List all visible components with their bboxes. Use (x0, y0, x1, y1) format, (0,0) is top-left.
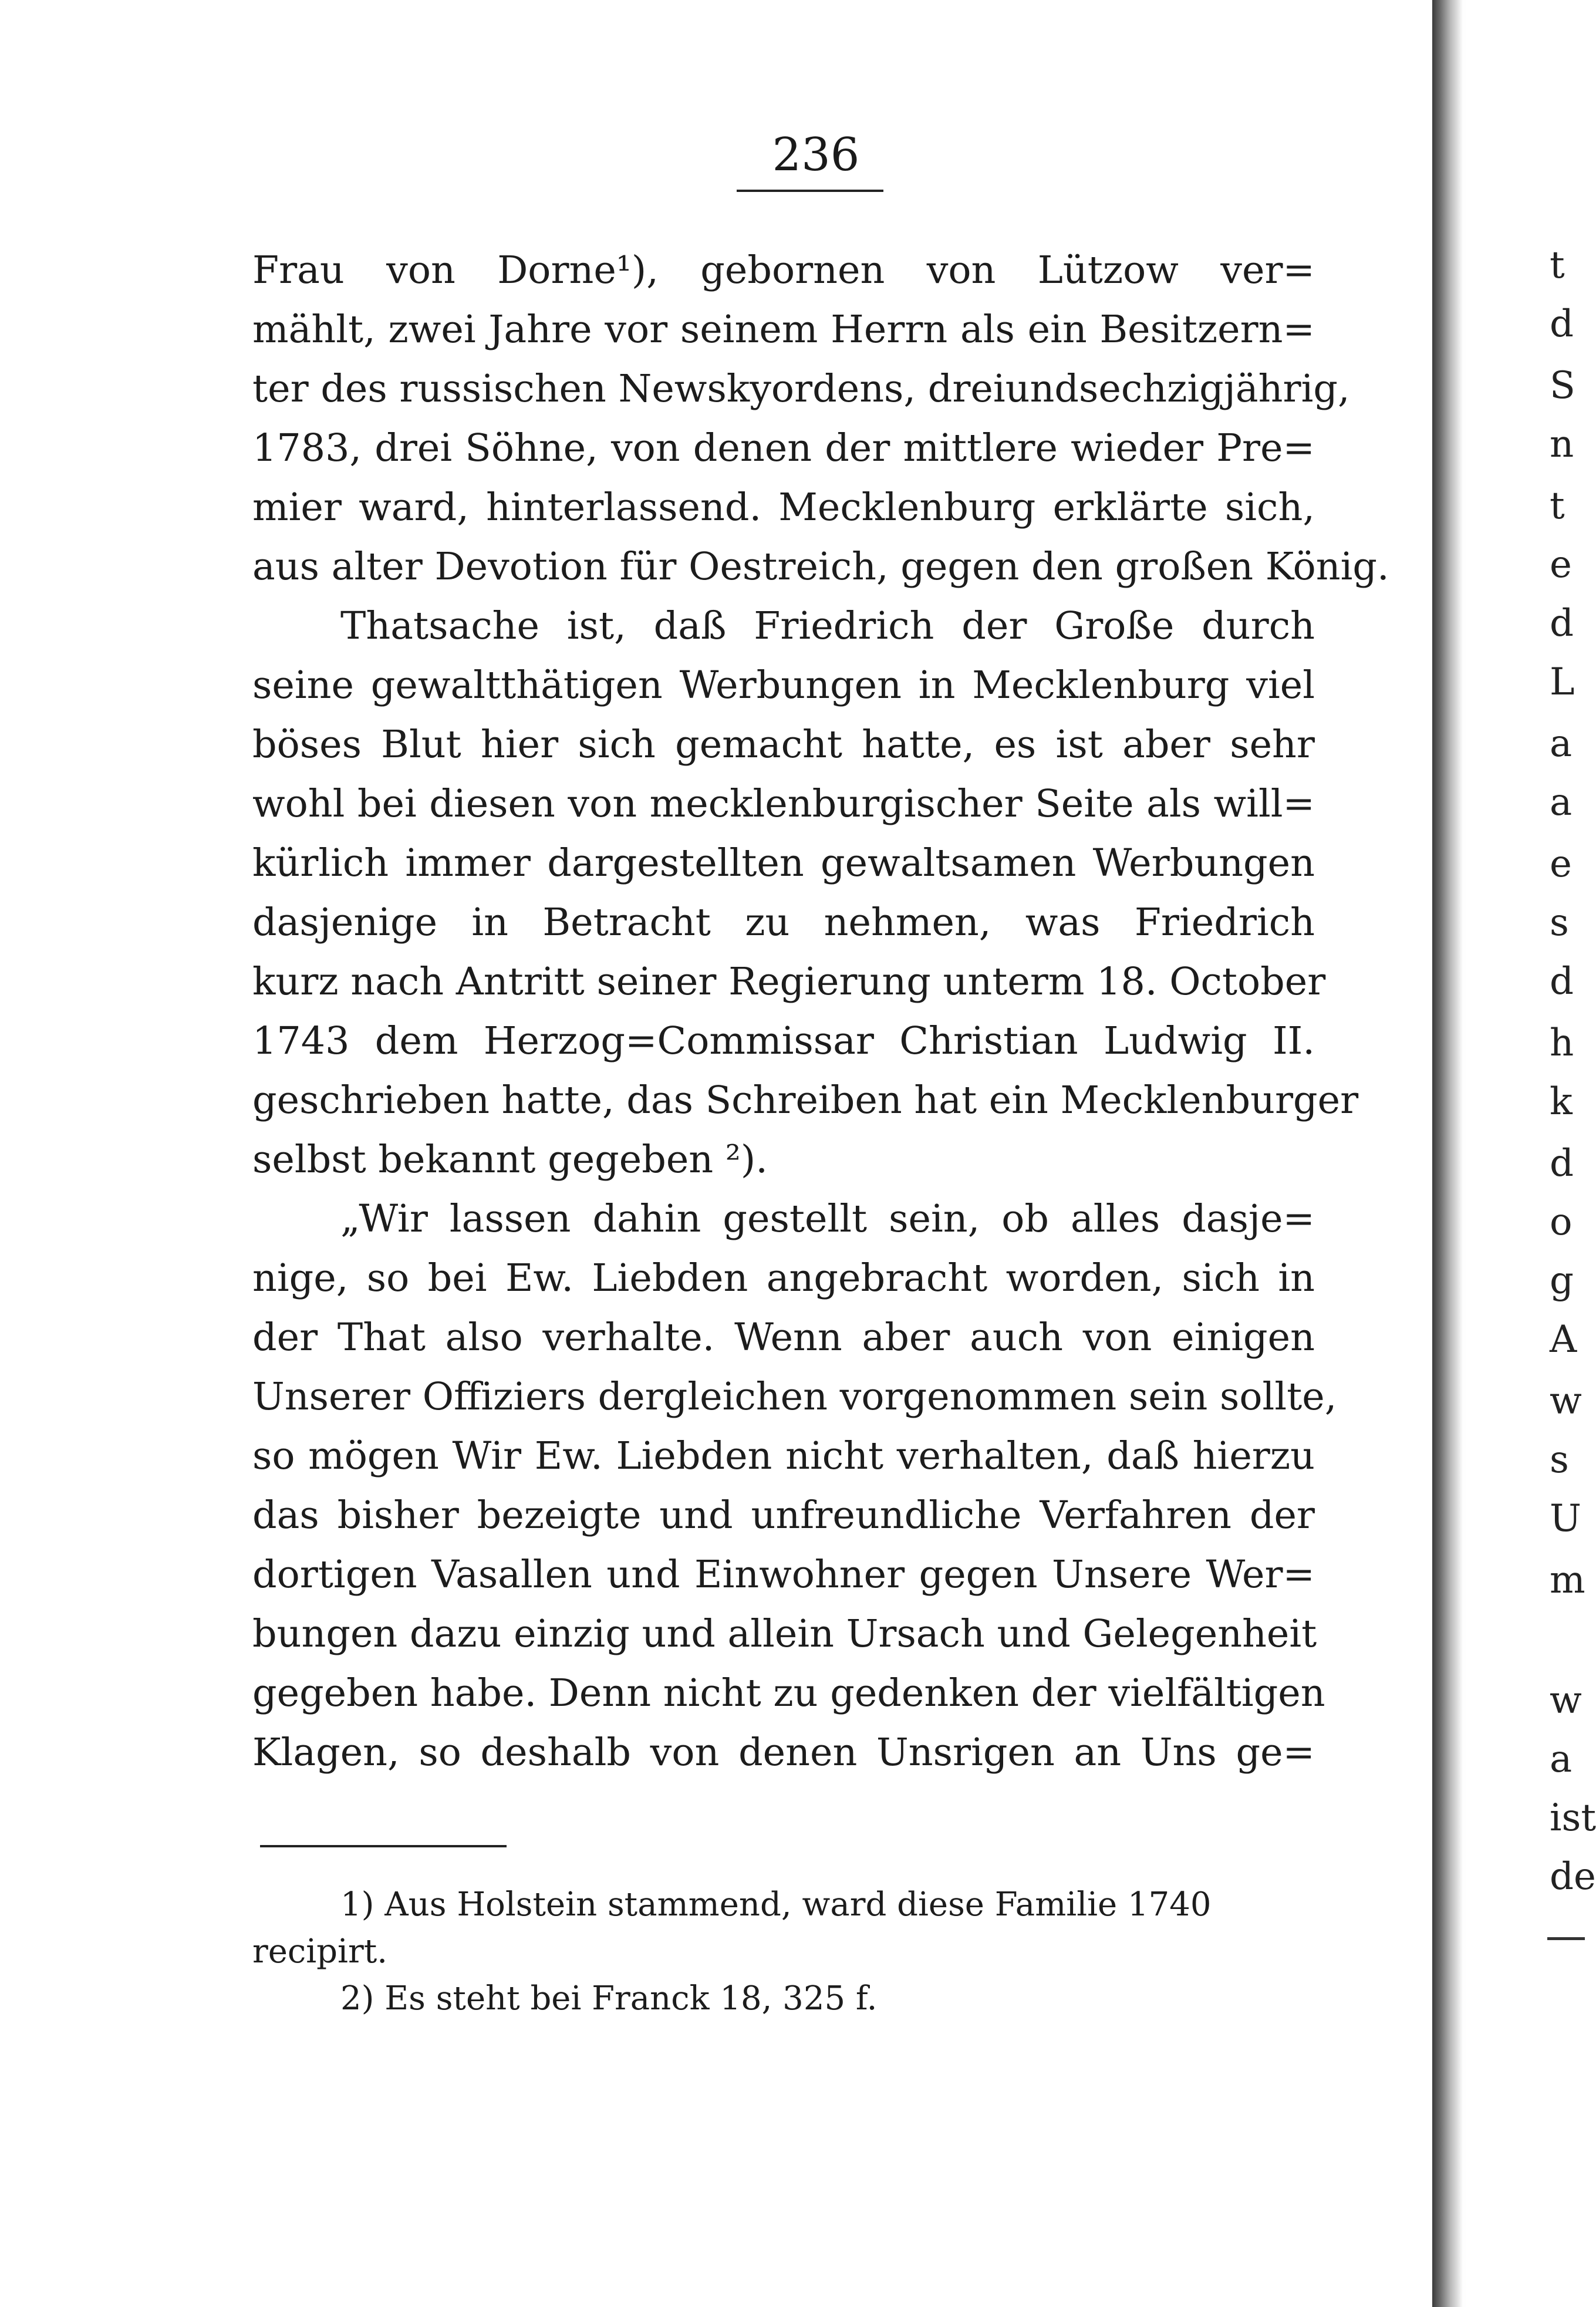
facing-page-fragment: d (1550, 302, 1574, 346)
text-line: so mögen Wir Ew. Liebden nicht verhalten, daß hierzu (252, 1434, 1315, 1478)
text-line: bungen dazu einzig und allein Ursach und Gelegenheit (252, 1612, 1317, 1656)
text-line: der That also verhalte. Wenn aber auch von einigen (252, 1316, 1315, 1360)
facing-page-fragment: g (1550, 1259, 1574, 1303)
facing-page-fragment: ist (1550, 1796, 1596, 1840)
facing-page-fragment: e (1550, 543, 1572, 586)
facing-page-fragment: a (1550, 722, 1573, 765)
text-line: aus alter Devotion für Oestreich, gegen den großen König. (252, 545, 1389, 589)
facing-page-fragment: d (1550, 602, 1574, 645)
facing-page-fragment: d (1550, 960, 1574, 1003)
text-line: mier ward, hinterlassend. Mecklenburg erklärte sich, (252, 485, 1315, 529)
text-line: kürlich immer dargestellten gewaltsamen Werbungen (252, 841, 1315, 885)
footnote-2: 2) Es steht bei Franck 18, 325 f. (340, 1979, 878, 2018)
text-line: dasjenige in Betracht zu nehmen, was Friedrich (252, 900, 1315, 945)
facing-page-fragment: L (1550, 660, 1575, 704)
facing-page-fragment: A (1550, 1318, 1577, 1361)
facing-page-fragment: e (1550, 842, 1572, 886)
facing-page-fragment: h (1550, 1021, 1574, 1065)
facing-page-fragment: s (1550, 901, 1569, 945)
facing-page-fragment: k (1550, 1080, 1573, 1124)
text-line: gegeben habe. Denn nicht zu gedenken der vielfältigen (252, 1671, 1325, 1715)
facing-page-fragment: a (1550, 1738, 1573, 1781)
body-text (252, 241, 1389, 1782)
text-line: 1743 dem Herzog=Commissar Christian Ludwig II. (252, 1019, 1315, 1063)
text-line: 1783, drei Söhne, von denen der mittlere wieder Pre= (252, 426, 1315, 470)
facing-page-fragment: de (1550, 1855, 1596, 1898)
text-line: „Wir lassen dahin gestellt sein, ob alles dasje= (340, 1197, 1315, 1241)
text-line: seine gewaltthätigen Werbungen in Mecklenburg viel (252, 663, 1315, 707)
text-line: mählt, zwei Jahre vor seinem Herrn als ein Besitzern= (252, 308, 1315, 352)
facing-page-fragment: a (1550, 781, 1573, 824)
text-line: kurz nach Antritt seiner Regierung unterm 18. October (252, 960, 1326, 1004)
binding-shadow (1432, 0, 1463, 2307)
facing-page-fragment: w (1550, 1679, 1582, 1722)
footnotes (252, 1881, 1315, 2022)
facing-page-fragment: w (1550, 1380, 1582, 1423)
footnote-1-line-2: recipirt. (252, 1932, 388, 1971)
facing-page-fragment: d (1550, 1142, 1574, 1185)
facing-page-fragment: S (1550, 364, 1575, 407)
header-rule (737, 190, 883, 192)
footnote-1-line-1: 1) Aus Holstein stammend, ward diese Familie 1740 (340, 1886, 1212, 1924)
text-line: geschrieben hatte, das Schreiben hat ein Mecklenburger (252, 1078, 1359, 1122)
facing-page-fragment: t (1550, 244, 1565, 287)
text-line: Klagen, so deshalb von denen Unsrigen an Uns ge= (252, 1731, 1315, 1775)
text-line: wohl bei diesen von mecklenburgischer Seite als will= (252, 782, 1315, 826)
text-line: das bisher bezeigte und unfreundliche Verfahren der (252, 1493, 1315, 1537)
facing-page-fragment: t (1550, 484, 1565, 528)
facing-page-fragment: n (1550, 423, 1574, 466)
page-number: 236 (772, 129, 860, 181)
text-line: Frau von Dorne¹), gebornen von Lützow ver= (252, 248, 1315, 292)
facing-page-fragment: o (1550, 1200, 1573, 1244)
footnote-rule (260, 1845, 507, 1847)
facing-page-footnote-rule (1547, 1937, 1585, 1940)
text-line: nige, so bei Ew. Liebden angebracht worden, sich in (252, 1256, 1315, 1300)
text-line: selbst bekannt gegeben ²). (252, 1138, 768, 1182)
text-line: Thatsache ist, daß Friedrich der Große durch (340, 604, 1315, 648)
text-line: dortigen Vasallen und Einwohner gegen Unsere Wer= (252, 1553, 1315, 1597)
text-line: Unserer Offiziers dergleichen vorgenommen sein sollte, (252, 1375, 1337, 1419)
facing-page-fragment: m (1550, 1559, 1585, 1602)
facing-page-fragment: s (1550, 1438, 1569, 1482)
text-line: ter des russischen Newskyordens, dreiundsechzigjährig, (252, 367, 1350, 411)
text-line: böses Blut hier sich gemacht hatte, es ist aber sehr (252, 723, 1315, 767)
facing-page-fragment: U (1550, 1497, 1581, 1540)
